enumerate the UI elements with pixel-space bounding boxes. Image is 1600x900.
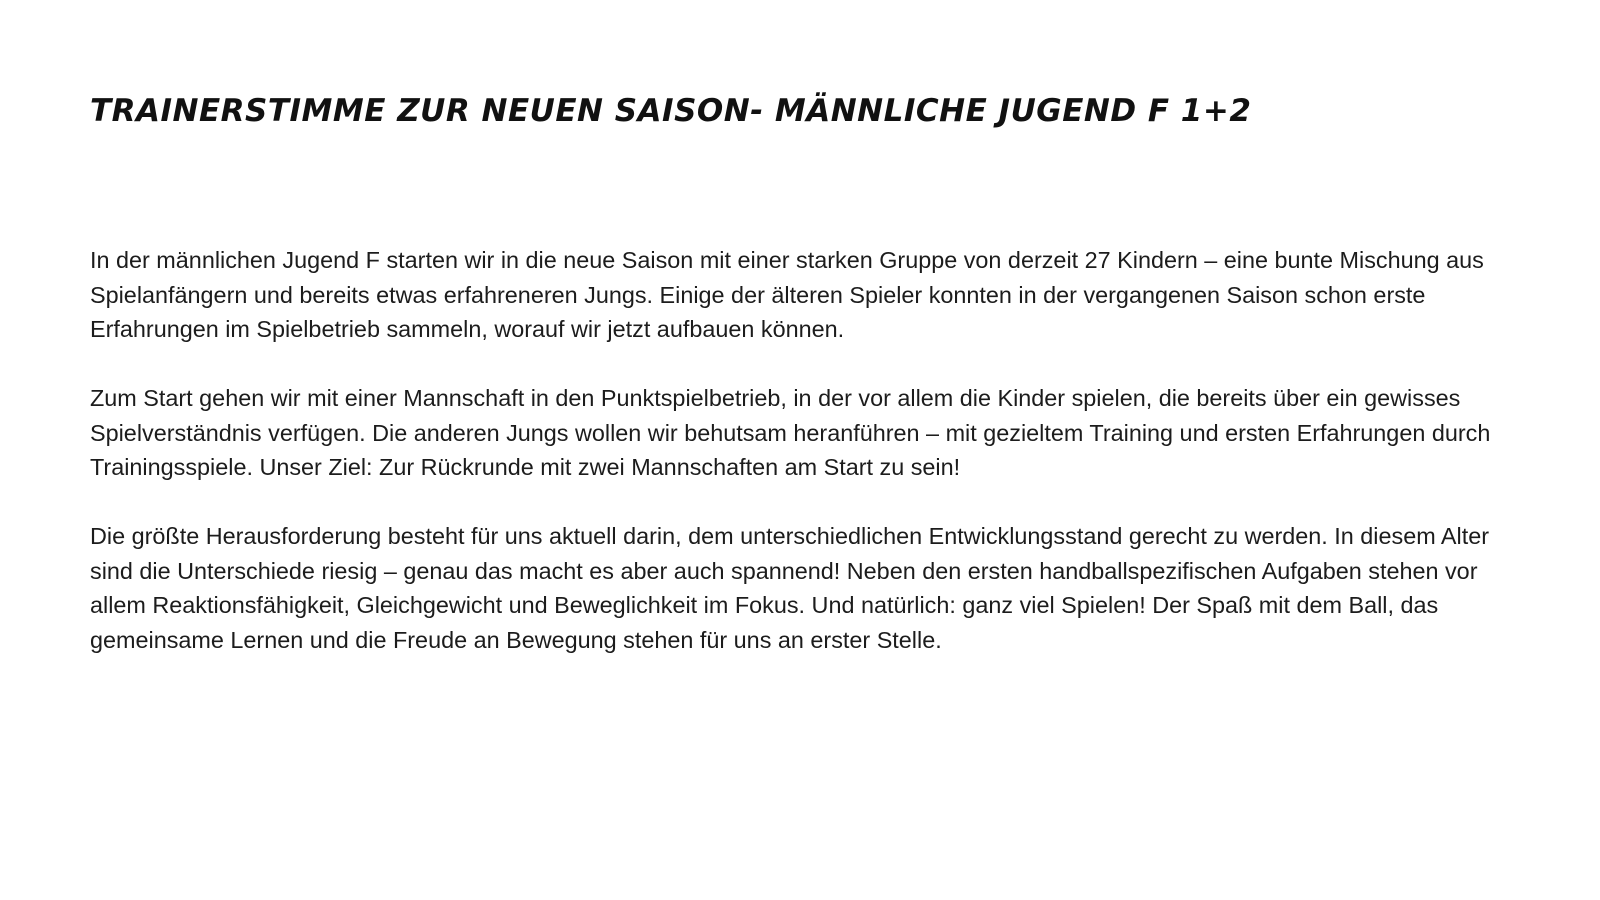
article-paragraph: Zum Start gehen wir mit einer Mannschaft in den Punktspielbetrieb, in der vor allem die Kinder spielen, die bereits über ein gewisses Spielverständnis verfügen. Die anderen Jungs wollen wir behutsam heranführen – mit gezieltem Training und ersten Erfahrungen durch Trainingsspiele. Unser Ziel: Zur Rückrunde mit zwei Mannschaften am Start zu sein! (90, 385, 1491, 480)
article-paragraph: In der männlichen Jugend F starten wir in die neue Saison mit einer starken Gruppe von derzeit 27 Kindern – eine bunte Mischung aus Spielanfängern und bereits etwas erfahreneren Jungs. Einige der älteren Spieler konnten in der vergangenen Saison schon erste Erfahrungen im Spielbetrieb sammeln, worauf wir jetzt aufbauen können. (90, 247, 1484, 342)
article-title: TRAINERSTIMME ZUR NEUEN SAISON- MÄNNLICHE JUGEND F 1+2 (90, 93, 1252, 129)
article-body (90, 243, 1510, 692)
article-paragraph: Die größte Herausforderung besteht für uns aktuell darin, dem unterschiedlichen Entwicklungsstand gerecht zu werden. In diesem Alter sind die Unterschiede riesig – genau das macht es aber auch spannend! Neben den ersten handballspezifischen Aufgaben stehen vor allem Reaktionsfähigkeit, Gleichgewicht und Beweglichkeit im Fokus. Und natürlich: ganz viel Spielen! Der Spaß mit dem Ball, das gemeinsame Lernen und die Freude an Bewegung stehen für uns an erster Stelle. (90, 523, 1489, 653)
